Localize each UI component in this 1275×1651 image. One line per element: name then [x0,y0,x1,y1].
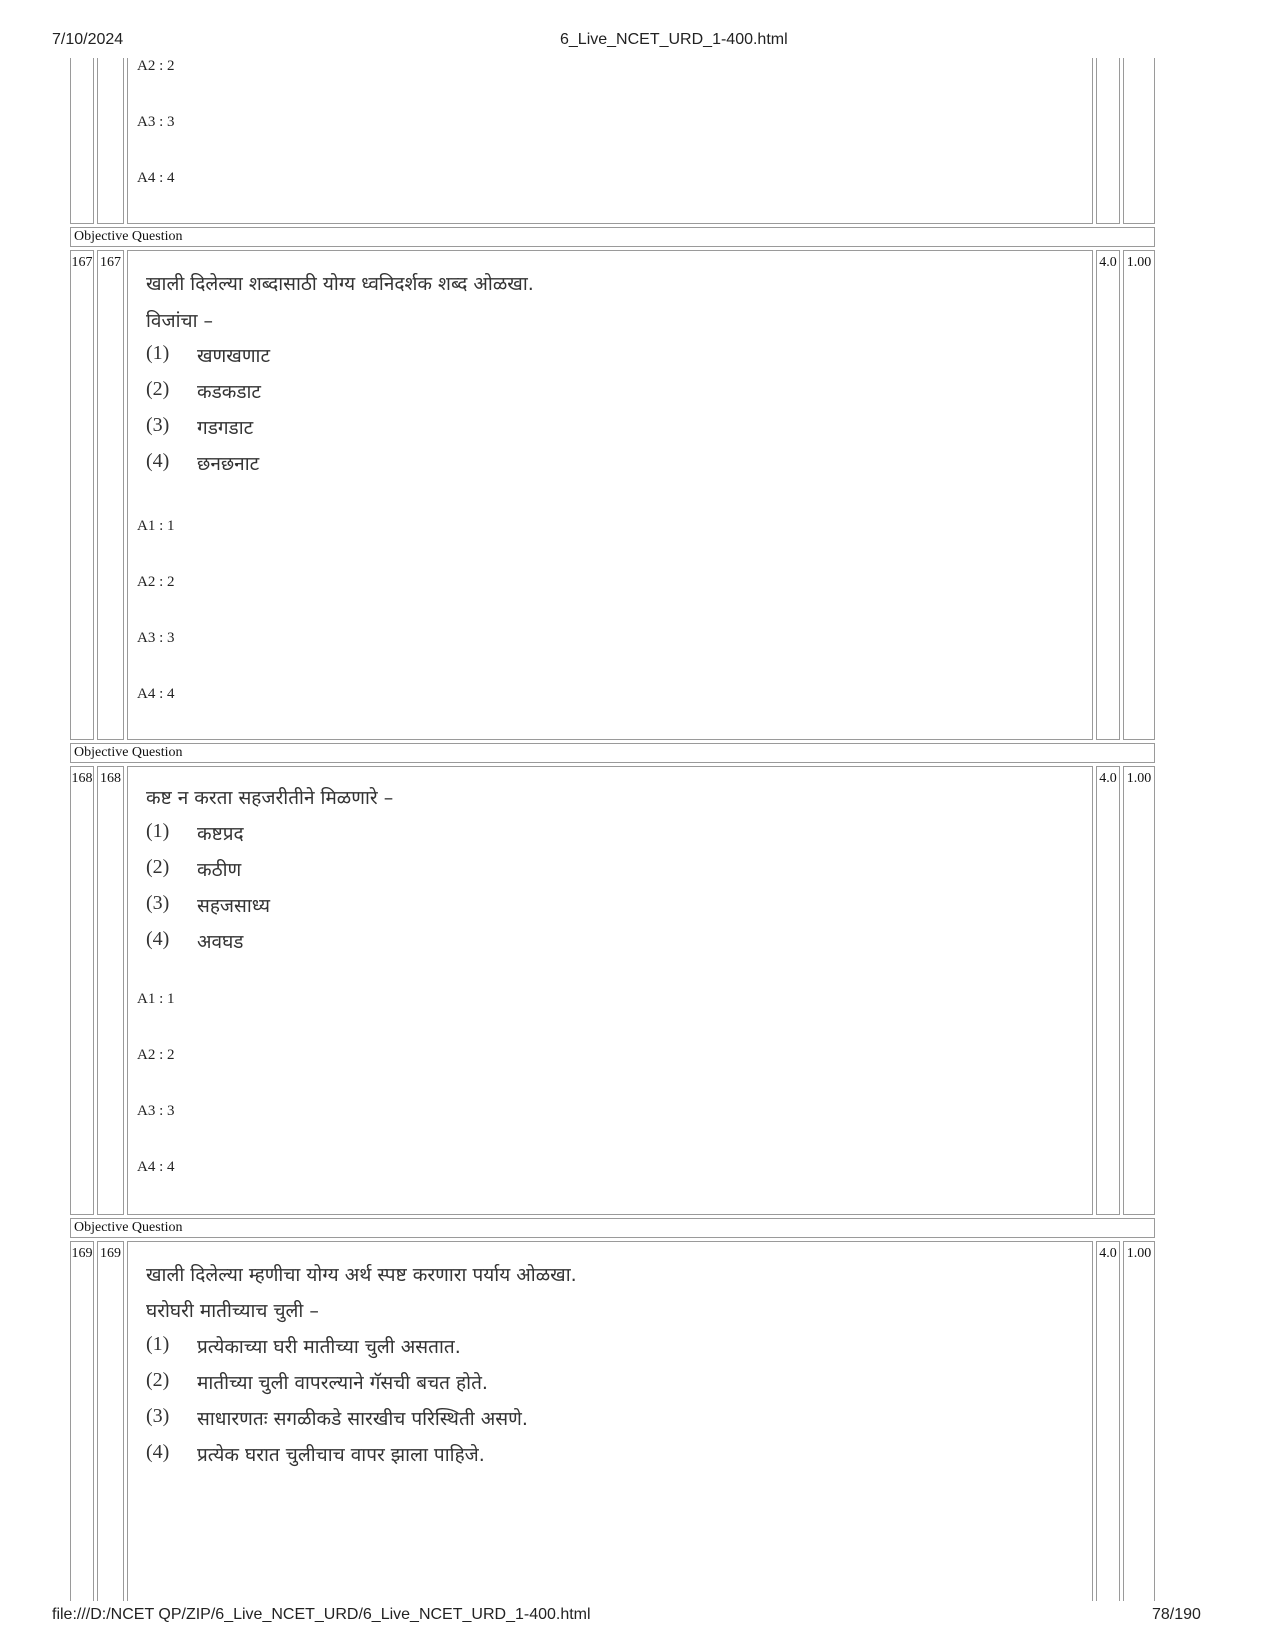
option-text: साधारणतः सगळीकडे सारखीच परिस्थिती असणे. [197,1408,528,1430]
question-serial: 167 [70,250,94,740]
marks-column [1096,58,1120,224]
question-id: 169 [97,1241,124,1601]
option-text: सहजसाध्य [197,895,270,917]
answer-option: A2 : 2 [137,58,175,74]
question-body-cell [127,766,1093,1215]
question-marks: 4.0 [1096,250,1120,740]
option-number: (3) [146,892,170,914]
answer-option: A3 : 3 [137,114,175,130]
option-number: (2) [146,856,170,878]
answer-option: A1 : 1 [137,991,175,1007]
option-text: प्रत्येकाच्या घरी मातीच्या चुली असतात. [197,1336,461,1358]
sr-column [70,58,94,224]
question-text: खाली दिलेल्या म्हणीचा योग्य अर्थ स्पष्ट करणारा पर्याय ओळखा. [146,1264,577,1286]
answer-option: A4 : 4 [137,170,175,186]
question-body-cell [127,58,1093,224]
answer-option: A2 : 2 [137,1047,175,1063]
question-id: 168 [97,766,124,1215]
question-subject: विजांचा – [146,310,214,332]
question-marks: 4.0 [1096,766,1120,1215]
option-number: (1) [146,1333,170,1355]
negative-marks: 1.00 [1123,1241,1155,1601]
question-marks: 4.0 [1096,1241,1120,1601]
option-number: (4) [146,928,170,950]
option-text: मातीच्या चुली वापरल्याने गॅसची बचत होते. [197,1372,488,1394]
answer-option: A3 : 3 [137,1103,175,1119]
option-text: खणखणाट [197,345,271,367]
option-text: गडगडाट [197,417,254,439]
answer-option: A1 : 1 [137,518,175,534]
page-number: 78/190 [1152,1606,1201,1623]
question-type-label: Objective Question [70,743,1155,763]
option-number: (1) [146,342,170,364]
answer-option: A4 : 4 [137,1159,175,1175]
question-type-label: Objective Question [70,1218,1155,1238]
option-number: (2) [146,1369,170,1391]
question-text: खाली दिलेल्या शब्दासाठी योग्य ध्वनिदर्शक शब्द ओळखा. [146,273,534,295]
question-text: कष्ट न करता सहजरीतीने मिळणारे – [146,787,394,809]
id-column [97,58,124,224]
negative-marks: 1.00 [1123,766,1155,1215]
option-text: कठीण [197,859,242,881]
file-path: file:///D:/NCET QP/ZIP/6_Live_NCET_URD/6_Live_NCET_URD_1-400.html [52,1606,591,1623]
question-body-cell [127,250,1093,740]
negative-marks: 1.00 [1123,250,1155,740]
document-title: 6_Live_NCET_URD_1-400.html [560,31,788,48]
question-id: 167 [97,250,124,740]
option-number: (1) [146,820,170,842]
option-number: (4) [146,1441,170,1463]
option-text: छनछनाट [197,453,260,475]
option-number: (3) [146,414,170,436]
answer-option: A3 : 3 [137,630,175,646]
question-subject: घरोघरी मातीच्याच चुली – [146,1300,319,1322]
option-text: कष्टप्रद [197,823,244,845]
negative-column [1123,58,1155,224]
question-serial: 169 [70,1241,94,1601]
option-number: (2) [146,378,170,400]
option-text: प्रत्येक घरात चुलीचाच वापर झाला पाहिजे. [197,1444,485,1466]
option-text: कडकडाट [197,381,262,403]
answer-option: A2 : 2 [137,574,175,590]
print-date: 7/10/2024 [52,31,124,48]
option-text: अवघड [197,931,244,953]
question-type-label: Objective Question [70,227,1155,247]
answer-option: A4 : 4 [137,686,175,702]
question-serial: 168 [70,766,94,1215]
option-number: (3) [146,1405,170,1427]
option-number: (4) [146,450,170,472]
